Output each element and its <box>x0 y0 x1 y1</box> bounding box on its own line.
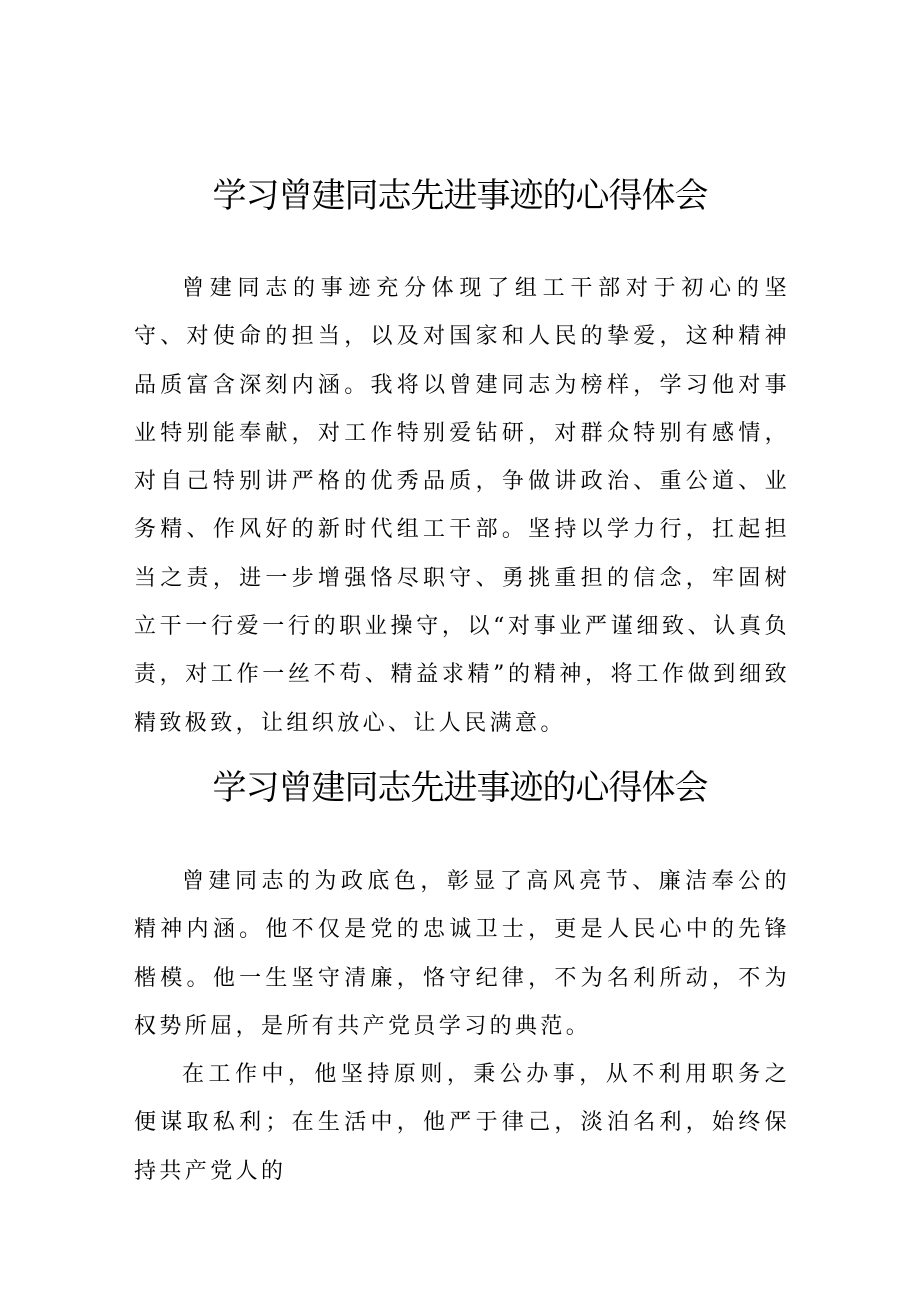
section-body <box>134 858 790 1196</box>
paragraph: 在工作中，他坚持原则，秉公办事，从不利用职务之便谋取私利；在生活中，他严于律己，淡泊名利，始终保持共产党人的 <box>134 1062 790 1184</box>
paragraph: 曾建同志的为政底色，彰显了高风亮节、廉洁奉公的精神内涵。他不仅是党的忠诚卫士，更是人民心中的先锋楷模。他一生坚守清廉，恪守纪律，不为名利所动，不为权势所屈，是所有共产党员学习的典范。 <box>134 869 790 1039</box>
section-body <box>134 265 790 748</box>
section-title: 学习曾建同志先进事迹的心得体会 <box>212 176 708 216</box>
paragraph: 曾建同志的事迹充分体现了组工干部对于初心的坚守、对使命的担当，以及对国家和人民的挚爱，这种精神品质富含深刻内涵。我将以曾建同志为榜样，学习他对事业特别能奉献，对工作特别爱钻研，对群众特别有感情，对自己特别讲严格的优秀品质，争做讲政治、重公道、业务精、作风好的新时代组工干部。坚持以学力行，扛起担当之责，进一步增强恪尽职守、勇挑重担的信念，牢固树立干一行爱一行的职业操守，以“对事业严谨细致、认真负责，对工作一丝不苟、精益求精”的精神，将工作做到细致精致极致，让组织放心、让人民满意。 <box>134 276 790 736</box>
section-title: 学习曾建同志先进事迹的心得体会 <box>212 768 708 808</box>
